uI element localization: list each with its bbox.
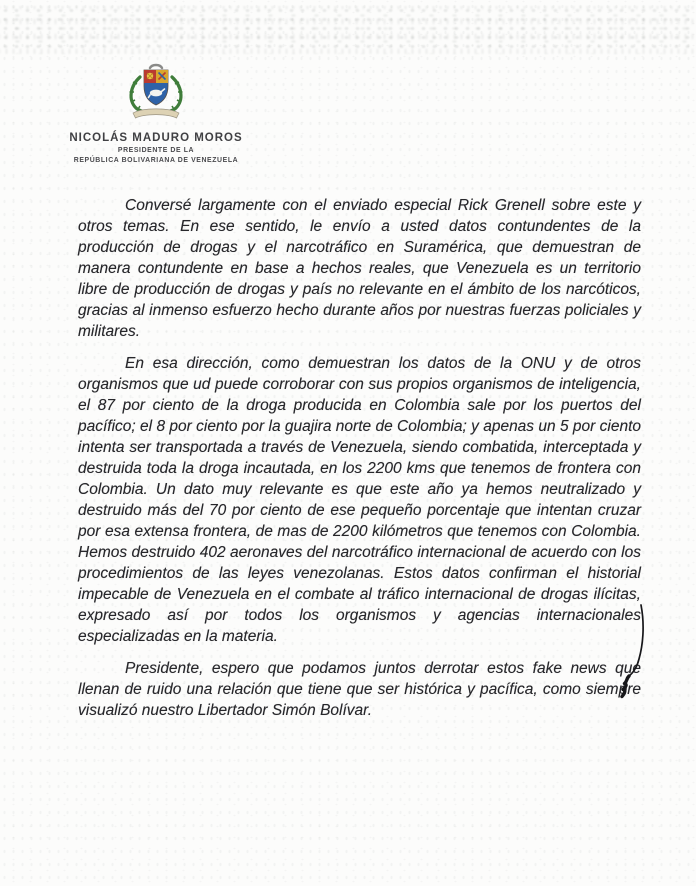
sender-name: NICOLÁS MADURO MOROS	[69, 132, 243, 144]
letter-paragraph-1: Conversé largamente con el enviado especial Rick Grenell sobre este y otros temas. En ese sentido, le envío a usted datos contundentes de la producción de drogas y el narcotráfico en Suramérica, que demuestran de manera contundente en base a hechos reales, que Venezuela es un territorio libre de producción de drogas y país no relevante en el ámbito de los narcóticos, gracias al inmenso esfuerzo hecho durante años por nuestras fuerzas policiales y militares.	[78, 197, 641, 340]
letter-body	[78, 195, 641, 732]
scan-noise-band	[0, 6, 696, 54]
sender-title-line-2: REPÚBLICA BOLIVARIANA DE VENEZUELA	[73, 157, 239, 164]
handwritten-pen-stroke	[612, 601, 654, 709]
coat-of-arms-svg	[125, 62, 187, 122]
letter-paragraph-3: Presidente, espero que podamos juntos derrotar estos fake news que llenan de ruido una relación que tiene que ser histórica y pacífica, como siempre visualizó nuestro Libertador Simón Bolívar.	[78, 660, 641, 719]
sender-title-line-1: PRESIDENTE DE LA	[117, 147, 195, 154]
venezuela-coat-of-arms-icon	[125, 62, 187, 122]
letter-paragraph-2: En esa dirección, como demuestran los datos de la ONU y de otros organismos que ud puede corroborar con sus propios organismos de inteligencia, el 87 por ciento de la droga producida en Colombia sale por los puertos del pacífico; el 8 por ciento por la guajira norte de Colombia; y apenas un 5 por ciento intenta ser transportada a través de Venezuela, siendo combatida, interceptada y destruida toda la droga incautada, en los 2200 kms que tenemos de frontera con Colombia. Un dato muy relevante es que este año ya hemos neutralizado y destruido más del 70 por ciento de ese pequeño porcentaje que intentan cruzar por esa extensa frontera, de mas de 2200 kilómetros que tenemos con Colombia. Hemos destruido 402 aeronaves del narcotráfico internacional de acuerdo con los procedimientos de las leyes venezolanas. Estos datos confirman el historial impecable de Venezuela en el combate al tráfico internacional de drogas ilícitas, expresado así por todos los organismos y agencias internacionales especializadas en la materia.	[78, 355, 641, 645]
letterhead	[56, 62, 256, 164]
